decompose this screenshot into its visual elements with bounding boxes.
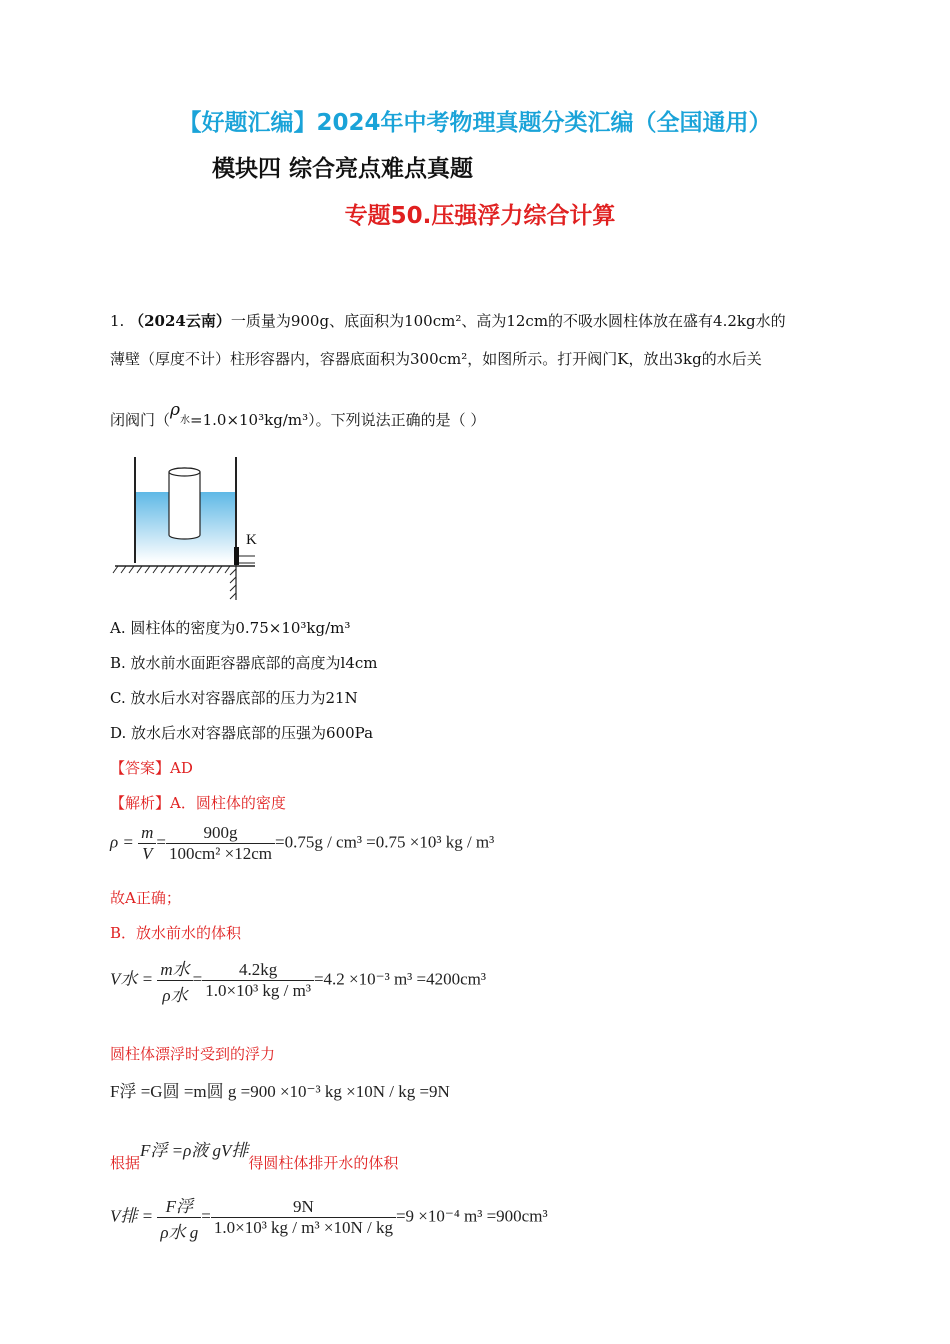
- option-c: C. 放水后水对容器底部的压力为21N: [110, 689, 358, 707]
- question-source: （2024云南）: [129, 312, 231, 330]
- question-number: 1.: [110, 312, 125, 330]
- by-pre: 根据: [110, 1154, 141, 1172]
- question-line-1: [110, 311, 840, 331]
- eq2-fraction-2: $\frac{4.2kg}{\text{1.0×10³ kg / m³}}$: [202, 960, 314, 1001]
- eq1-lhs: ρ =: [110, 832, 134, 852]
- archimedes-line: [110, 1141, 399, 1173]
- by-post: 得圆柱体排开水的体积: [248, 1154, 399, 1172]
- eq5-fraction-2: $\frac{9N}{\text{1.0×10³ kg / m³ ×10N / kg}}$: [211, 1197, 396, 1238]
- option-b: B. 放水前水面距容器底部的高度为l4cm: [110, 654, 378, 672]
- buoyancy-equation: F浮 =G圆 =m圆 g =900 ×10⁻³ kg ×10N / kg =9N: [110, 1082, 450, 1101]
- analysis-a: [110, 792, 286, 813]
- question-text-3a: 闭阀门（: [110, 411, 171, 429]
- topic-title: 专题50.压强浮力综合计算: [344, 203, 616, 229]
- eq2-rhs: =4.2 ×10⁻³ m³ =4200cm³: [313, 969, 486, 989]
- valve: [234, 547, 239, 565]
- buoyancy-heading: 圆柱体漂浮时受到的浮力: [110, 1045, 276, 1063]
- module-title: 模块四 综合亮点难点真题: [212, 156, 474, 182]
- container-diagram: [110, 455, 270, 605]
- valve-label: K: [246, 532, 257, 548]
- eq5-rhs: =9 ×10⁻⁴ m³ =900cm³: [395, 1206, 548, 1226]
- rho-subscript: 水: [180, 415, 191, 426]
- eq2-fraction-1: $\frac{\text{m水}}{\text{ρ水}}$: [157, 955, 192, 1006]
- answer-label: 【答案】: [110, 759, 171, 777]
- analysis-a-conclusion: 故A正确；: [110, 889, 181, 907]
- eq1-fraction-1: $\frac{m}{V}$: [138, 823, 156, 864]
- eq1-fraction-2: $\frac{900g}{\text{100cm² ×12cm}}$: [166, 823, 275, 864]
- document-title: 【好题汇编】2024年中考物理真题分类汇编（全国通用）: [178, 110, 772, 136]
- volume-equation: V水 = $\frac{\text{m水}}{\text{ρ水}}$ = $\frac{4.2kg}{\text{1.0×10³ kg / m³}}$ =4.2 ×10⁻³ m³ =4200cm³: [110, 955, 486, 1006]
- analysis-a-heading: A．圆柱体的密度: [170, 794, 286, 812]
- answer-value: AD: [170, 759, 193, 777]
- analysis-label: 【解析】: [110, 794, 171, 812]
- displaced-volume-equation: V排 = $\frac{\text{F浮}}{\text{ρ水 g}}$ = $\frac{9N}{\text{1.0×10³ kg / m³ ×10N / kg}}$ =9 ×10⁻⁴ m³ =900cm³: [110, 1192, 548, 1243]
- cylinder-top: [169, 468, 200, 476]
- analysis-b-heading: B．放水前水的体积: [110, 924, 242, 942]
- question-text-3b: =1.0×10³kg/m³）。下列说法正确的是（ ）: [190, 411, 486, 429]
- answer: [110, 757, 193, 778]
- question-line-3: [110, 400, 840, 437]
- option-a: A. 圆柱体的密度为0.75×10³kg/m³: [110, 619, 351, 637]
- option-d: D. 放水后水对容器底部的压强为600Pa: [110, 724, 374, 742]
- pipe-hatching: [230, 569, 236, 599]
- density-equation: ρ = $\frac{m}{V}$ = $\frac{900g}{\text{100cm² ×12cm}}$ =0.75g / cm³ =0.75 ×10³ kg / m³: [110, 823, 495, 863]
- question-line-2: 薄壁（厚度不计）柱形容器内，容器底面积为300cm²，如图所示。打开阀门K，放出3kg的水后关: [110, 350, 762, 368]
- eq5-lhs: V排 =: [110, 1206, 154, 1226]
- ground-hatching: [113, 566, 230, 573]
- eq1-rhs: =0.75g / cm³ =0.75 ×10³ kg / m³: [275, 832, 495, 852]
- eq5-fraction-1: $\frac{\text{F浮}}{\text{ρ水 g}}$: [157, 1192, 201, 1243]
- rho-symbol: ρ: [170, 400, 181, 420]
- archimedes-formula: F浮 =ρ液 gV排: [140, 1141, 249, 1160]
- question-text-1: 一质量为900g、底面积为100cm²、高为12cm的不吸水圆柱体放在盛有4.2kg水的: [230, 312, 786, 330]
- eq2-lhs: V水 =: [110, 969, 154, 989]
- cylinder: [169, 468, 200, 539]
